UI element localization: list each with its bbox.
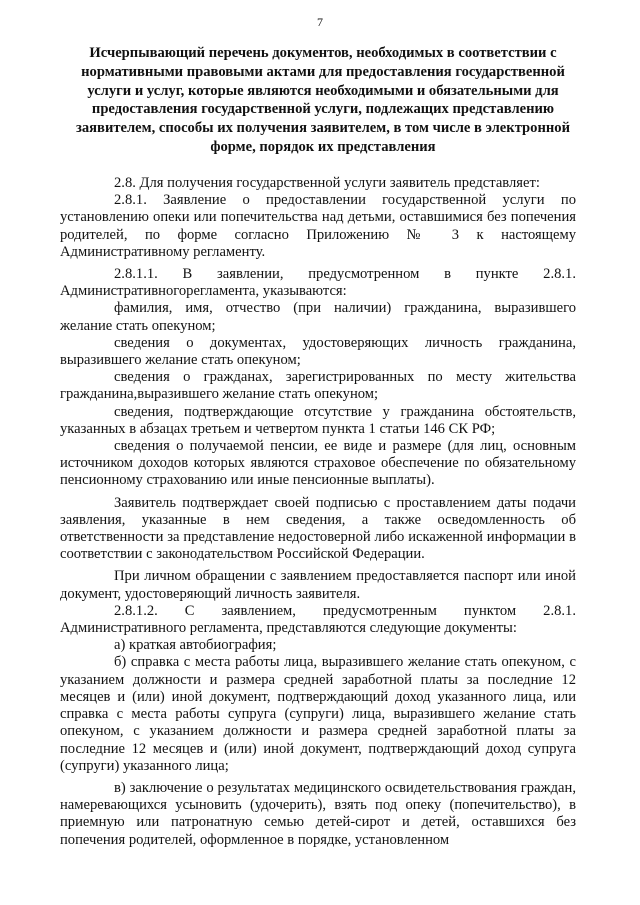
paragraph: а) краткая автобиография; <box>114 637 277 654</box>
section-heading: Исчерпывающий перечень документов, необходимых в соответствии с нормативными правовыми актами для предоставления государственной услуги и услуг, которые являются необходимыми и обязательными для предоставления государственной услуги, подлежащих представлению заявителем, способы их получения заявителем, в том числе в электронной форме, порядок их представления <box>76 45 570 155</box>
page-number: 7 <box>317 15 323 29</box>
paragraph: 2.8.1.2. С заявлением, предусмотренным пунктом 2.8.1. Административного регламента, представляются следующие документы: <box>60 602 576 637</box>
paragraph: в) заключение о результатах медицинского освидетельствования граждан, намеревающихся усыновить (удочерить), взять под опеку (попечительство), в приемную или патронатную семью детей-сирот и детей, оставшихся без попечения родителей, оформленное в порядке, установленном <box>60 779 576 848</box>
paragraph: 2.8. Для получения государственной услуги заявитель представляет: <box>114 175 540 191</box>
paragraph: б) справка с места работы лица, выразившего желание стать опекуном, с указанием должности и размера средней заработной платы за последние 12 месяцев и (или) иной документ, подтверждающий доход указанного лица, или справка с места работы супруга (супруги) лица, выразившего желание стать опекуном, с указанием должности и размера средней заработной платы за последние 12 месяцев и (или) иной документ, подтверждающий доход супруга (супруги) указанного лица; <box>60 654 576 774</box>
paragraph: сведения о документах, удостоверяющих личность гражданина, выразившего желание стать опекуном; <box>60 334 576 369</box>
paragraph: фамилия, имя, отчество (при наличии) гражданина, выразившего желание стать опекуном; <box>60 300 576 334</box>
paragraph: сведения о получаемой пенсии, ее виде и размере (для лиц, основным источником доходов которых являются страховое обеспечение по обязательному пенсионному страхованию или иные пенсионные выплаты). <box>60 438 576 489</box>
paragraph: 2.8.1.1. В заявлении, предусмотренном в пункте 2.8.1. Административногорегламента, указываются: <box>60 266 576 300</box>
paragraph: Заявитель подтверждает своей подписью с проставлением даты подачи заявления, указанные в нем сведения, а также осведомленность об ответственности за представление недостоверной либо искаженной информации в соответствии с законодательством Российской Федерации. <box>60 494 576 563</box>
paragraph: сведения о гражданах, зарегистрированных по месту жительства гражданина,выразившего желание стать опекуном; <box>60 369 576 403</box>
paragraph: сведения, подтверждающие отсутствие у гражданина обстоятельств, указанных в абзацах третьем и четвертом пункта 1 статьи 146 СК РФ; <box>60 403 576 437</box>
document-body <box>60 175 576 849</box>
paragraph: При личном обращении с заявлением предоставляется паспорт или иной документ, удостоверяющий личность заявителя. <box>60 568 576 602</box>
paragraph: 2.8.1. Заявление о предоставлении государственной услуги по установлению опеки или попечительства над детьми, оставшимися без попечения родителей, по форме согласно Приложению № 3 к настоящему Административному регламенту. <box>60 192 576 260</box>
